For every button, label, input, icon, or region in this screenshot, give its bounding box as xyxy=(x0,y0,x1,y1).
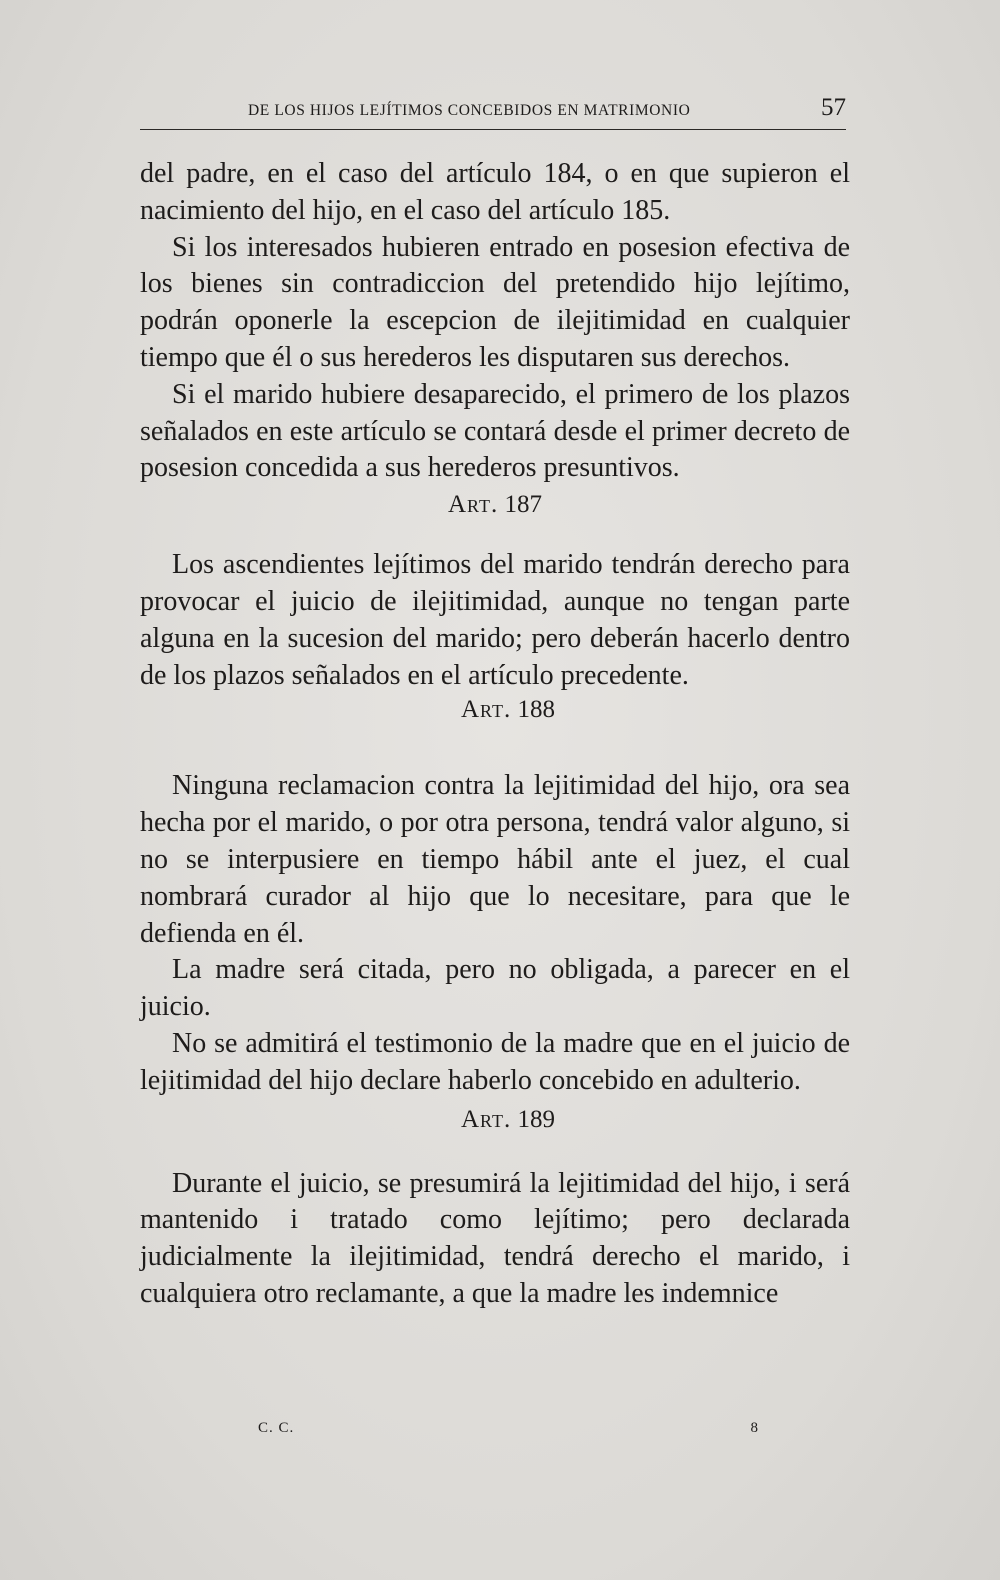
body-text xyxy=(140,156,850,1313)
header-rule xyxy=(140,129,846,130)
article-abbr: Art. xyxy=(461,696,512,724)
paragraph: Durante el juicio, se presumirá la lejitimidad del hijo, i será mantenido i tratado como lejítimo; pero declarada judicialmente la ilejitimidad, tendrá derecho el marido, i cualquiera otro reclamante, a que la madre les indemnice xyxy=(140,1167,850,1309)
running-head: DE LOS HIJOS LEJÍTIMOS CONCEBIDOS EN MATRIMONIO xyxy=(248,102,691,119)
paragraph: Los ascendientes lejítimos del marido tendrán derecho para provocar el juicio de ilejitimidad, aunque no tengan parte alguna en la sucesion del marido; pero deberán hacerlo dentro de los plazos señalados en el artículo precedente. xyxy=(140,549,850,691)
article-abbr: Art. xyxy=(461,1105,512,1133)
page-footer xyxy=(258,1420,758,1437)
article-heading xyxy=(140,1104,850,1136)
sheet-number: 8 xyxy=(750,1420,758,1436)
paragraph: Si los interesados hubieren entrado en posesion efectiva de los bienes sin contradiccion del pretendido hijo lejítimo, podrán oponerle la escepcion de ilejitimidad en cualquier tiempo que él o sus herederos les disputaren sus derechos. xyxy=(140,231,850,373)
paragraph: del padre, en el caso del artículo 184, o en que supieron el nacimiento del hijo, en el caso del artículo 185. xyxy=(140,158,850,226)
paragraph: Ninguna reclamacion contra la lejitimidad del hijo, ora sea hecha por el marido, o por otra persona, tendrá valor alguno, si no se interpusiere en tiempo hábil ante el juez, el cual nombrará curador al hijo que lo necesitare, para que le defienda en él. xyxy=(140,770,850,949)
paragraph: No se admitirá el testimonio de la madre que en el juicio de lejitimidad del hijo declare haberlo concebido en adulterio. xyxy=(140,1027,850,1096)
signature-mark: C. C. xyxy=(258,1420,295,1436)
article-number: 187 xyxy=(504,491,542,519)
page-number: 57 xyxy=(821,94,846,121)
paragraph: La madre será citada, pero no obligada, a parecer en el juicio. xyxy=(140,954,850,1023)
article-heading xyxy=(140,694,850,726)
paragraph: Si el marido hubiere desaparecido, el primero de los plazos señalados en este artículo se contará desde el primer decreto de posesion concedida a sus herederos presuntivos. xyxy=(140,378,850,484)
page-header xyxy=(140,94,846,122)
article-number: 189 xyxy=(517,1105,555,1133)
article-number: 188 xyxy=(517,696,555,724)
article-abbr: Art. xyxy=(448,491,499,519)
article-heading xyxy=(140,489,850,521)
